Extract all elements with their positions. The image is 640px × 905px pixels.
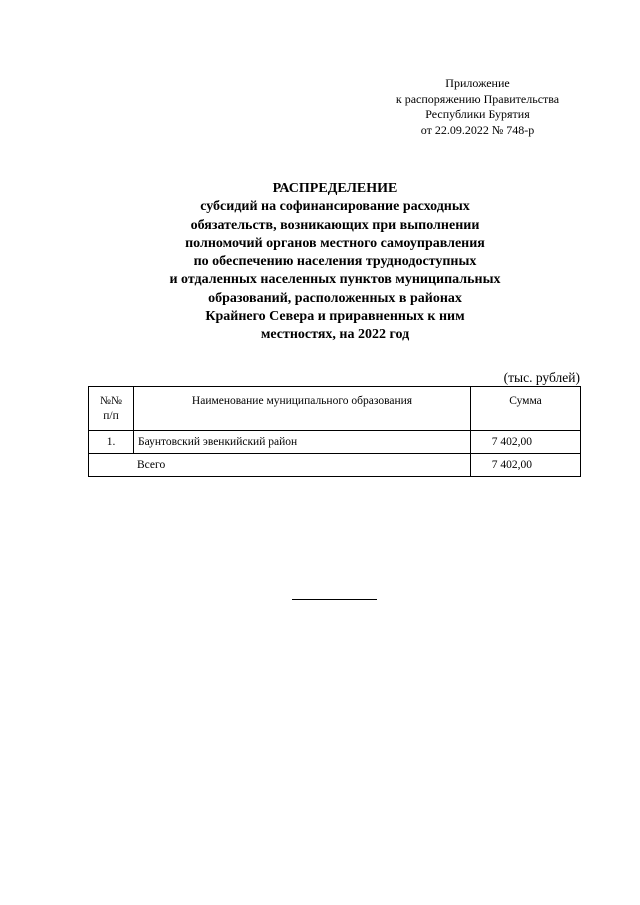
- total-sum: 7 402,00: [471, 454, 581, 477]
- row-sum: 7 402,00: [471, 431, 581, 454]
- appendix-line: Республики Бурятия: [425, 107, 530, 121]
- title-line: и отдаленных населенных пунктов муниципальных: [169, 272, 501, 288]
- title-line: субсидий на софинансирование расходных: [200, 199, 470, 215]
- header-number: [89, 387, 134, 431]
- document-title: [100, 180, 570, 345]
- total-label: Всего: [89, 454, 471, 477]
- divider-line: [292, 599, 377, 600]
- header-name: Наименование муниципального образования: [134, 387, 471, 431]
- title-line: обязательств, возникающих при выполнении: [190, 217, 480, 233]
- appendix-block: [370, 76, 585, 138]
- title-line: по обеспечению населения труднодоступных: [193, 254, 477, 270]
- appendix-line: к распоряжению Правительства: [395, 91, 560, 106]
- table-row: [89, 431, 581, 454]
- row-name: Баунтовский эвенкийский район: [134, 431, 471, 454]
- title-line: полномочий органов местного самоуправления: [185, 235, 485, 251]
- header-number-line2: п/п: [103, 409, 119, 422]
- distribution-table: [88, 386, 581, 477]
- title-heading: РАСПРЕДЕЛЕНИЕ: [272, 181, 398, 196]
- row-number: 1.: [89, 431, 134, 454]
- appendix-line: Приложение: [445, 76, 510, 90]
- title-line: местностях, на 2022 год: [260, 327, 410, 343]
- units-label: (тыс. рублей): [503, 370, 580, 385]
- title-line: образований, расположенных в районах: [208, 290, 462, 306]
- header-sum: Сумма: [471, 387, 581, 431]
- table-total-row: [89, 454, 581, 477]
- title-line: Крайнего Севера и приравненных к ним: [205, 309, 465, 325]
- table-header-row: [89, 387, 581, 431]
- header-number-line1: №№: [100, 394, 122, 407]
- appendix-line: от 22.09.2022 № 748-р: [420, 122, 535, 137]
